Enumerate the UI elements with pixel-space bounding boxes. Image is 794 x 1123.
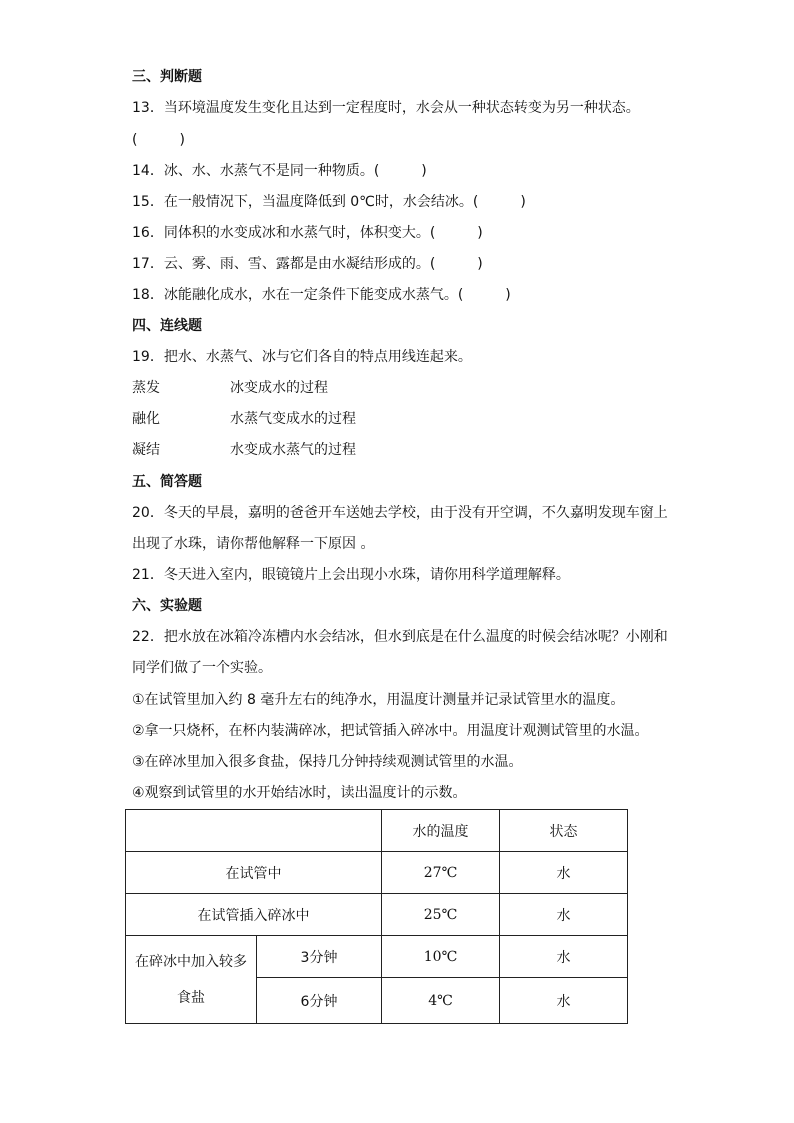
- table-header-temp: 水的温度: [382, 810, 500, 852]
- table-row: [126, 852, 628, 894]
- table-cell-time: 3分钟: [257, 936, 382, 978]
- matching-left-1: 蒸发: [132, 380, 160, 396]
- question-18: 18．冰能融化成水，水在一定条件下能变成水蒸气。( ): [132, 287, 511, 303]
- section-6-title: 六、实验题: [132, 598, 202, 614]
- table-cell-state: 水: [500, 936, 628, 978]
- question-20-line2: 出现了水珠，请你帮他解释一下原因 。: [132, 536, 375, 552]
- experiment-step-1: ①在试管里加入约 8 毫升左右的纯净水，用温度计测量并记录试管里水的温度。: [132, 692, 625, 708]
- table-cell-temp: 27℃: [382, 852, 500, 894]
- question-13-answer-blank: ( ): [132, 132, 185, 148]
- table-cell-condition-merged: [126, 936, 257, 1024]
- question-20-line1: 20．冬天的早晨，嘉明的爸爸开车送她去学校，由于没有开空调，不久嘉明发现车窗上: [132, 505, 668, 521]
- matching-left-2: 融化: [132, 411, 160, 427]
- matching-right-2: 水蒸气变成水的过程: [230, 411, 356, 427]
- section-5-title: 五、简答题: [132, 474, 202, 490]
- question-17: 17．云、雾、雨、雪、露都是由水凝结形成的。( ): [132, 256, 483, 272]
- table-header-row: [126, 810, 628, 852]
- question-22-line1: 22．把水放在冰箱冷冻槽内水会结冰，但水到底是在什么温度的时候会结冰呢？小刚和: [132, 629, 668, 645]
- section-4-title: 四、连线题: [132, 318, 202, 334]
- table-row: [126, 936, 628, 978]
- matching-left-3: 凝结: [132, 442, 160, 458]
- table-cell-state: 水: [500, 894, 628, 936]
- table-cell-temp: 4℃: [382, 978, 500, 1024]
- question-19: 19．把水、水蒸气、冰与它们各自的特点用线连起来。: [132, 349, 472, 365]
- table-cell-temp: 25℃: [382, 894, 500, 936]
- matching-right-1: 冰变成水的过程: [230, 380, 328, 396]
- table-cell-state: 水: [500, 852, 628, 894]
- question-15: 15．在一般情况下，当温度降低到 0℃时，水会结冰。( ): [132, 194, 526, 210]
- question-22-line2: 同学们做了一个实验。: [132, 660, 272, 676]
- matching-right-3: 水变成水蒸气的过程: [230, 442, 356, 458]
- table-cell-condition-line1: 在碎冰中加入较多: [135, 953, 247, 970]
- question-21: 21．冬天进入室内，眼镜镜片上会出现小水珠，请你用科学道理解释。: [132, 567, 570, 583]
- question-16: 16．同体积的水变成冰和水蒸气时，体积变大。( ): [132, 225, 483, 241]
- question-13-line1: 13．当环境温度发生变化且达到一定程度时，水会从一种状态转变为另一种状态。: [132, 100, 640, 116]
- table-cell-condition-line2: 食盐: [177, 989, 205, 1006]
- table-row: [126, 894, 628, 936]
- table-cell-temp: 10℃: [382, 936, 500, 978]
- table-cell-condition: 在试管中: [126, 852, 382, 894]
- section-3-title: 三、判断题: [132, 69, 202, 85]
- table-cell-condition: 在试管插入碎冰中: [126, 894, 382, 936]
- question-14: 14．冰、水、水蒸气不是同一种物质。( ): [132, 163, 427, 179]
- table-cell-state: 水: [500, 978, 628, 1024]
- experiment-step-2: ②拿一只烧杯，在杯内装满碎冰，把试管插入碎冰中。用温度计观测试管里的水温。: [132, 723, 649, 739]
- experiment-step-4: ④观察到试管里的水开始结冰时，读出温度计的示数。: [132, 785, 467, 801]
- table-header-blank: [126, 810, 382, 852]
- table-header-state: 状态: [500, 810, 628, 852]
- table-cell-time: 6分钟: [257, 978, 382, 1024]
- experiment-table: [125, 809, 628, 1024]
- experiment-step-3: ③在碎冰里加入很多食盐，保持几分钟持续观测试管里的水温。: [132, 754, 523, 770]
